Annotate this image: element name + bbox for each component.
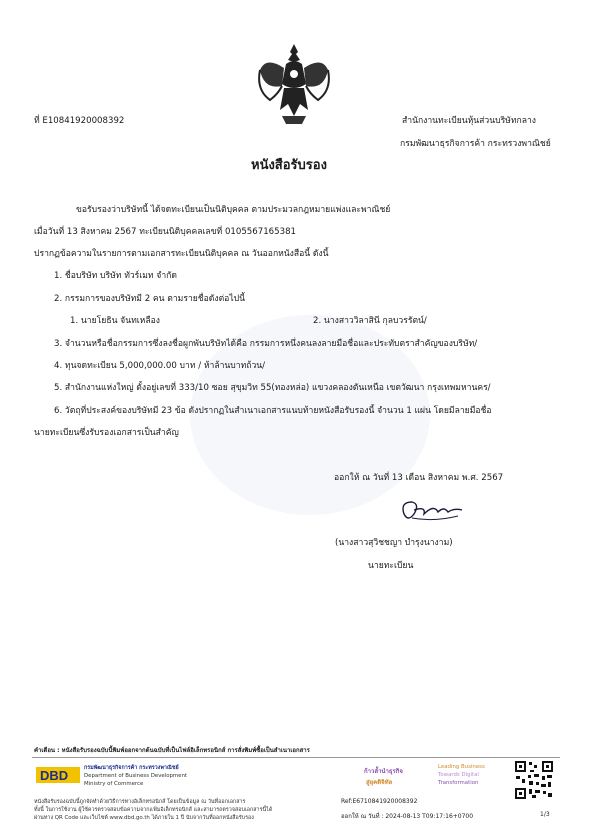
item-authorized-signatory: 3. จำนวนหรือชื่อกรรมการซึ่งลงชื่อผูกพันบริษัทได้คือ กรรมการหนึ่งคนลงลายมือชื่อและประทับตราสำคัญของบริษัท/ [54,339,478,349]
footer-warning: คำเตือน : หนังสือรับรองฉบับนี้พิมพ์ออกจากต้นฉบับที่เป็นไฟล์อิเล็กทรอนิกส์ การสั่งพิมพ์ซื้อเป็นสำเนาเอกสาร [34,747,310,754]
issue-date: ออกให้ ณ วันที่ 13 เดือน สิงหาคม พ.ศ. 2567 [334,473,504,483]
item-registered-capital: 4. ทุนจดทะเบียน 5,000,000.00 บาท / ห้าล้านบาทถ้วน/ [54,361,266,371]
department-name: กรมพัฒนาธุรกิจการค้า กระทรวงพาณิชย์ [400,139,551,149]
intro-line-2: เมื่อวันที่ 13 สิงหาคม 2567 ทะเบียนนิติบุคคลเลขที่ 0105567165381 [34,227,297,237]
item-objectives-cont: นายทะเบียนซึ่งรับรองเอกสารเป็นสำคัญ [34,428,179,438]
dbd-thai-name: กรมพัฒนาธุรกิจการค้า กระทรวงพาณิชย์ [84,765,179,771]
document-number: ที่ E10841920008392 [34,116,125,126]
dbd-logo [36,763,80,787]
slogan-en-1: Leading Business [438,764,485,770]
svg-text:DBD: DBD [40,768,69,783]
dbd-english-name: Department of Business Development [84,773,188,779]
footer-divider [32,757,560,758]
signer-title: นายทะเบียน [368,561,414,571]
director-2: 2. นางสาววิลาสินี กุลบวรรัตน์/ [313,316,427,326]
registrar-signature [394,496,474,526]
footer-note-2: ทั้งนี้ ในการใช้งาน ผู้ใช้ควรตรวจสอบข้อความจากแฟ้มอิเล็กทรอนิกส์ และสามารถตรวจสอบเอกสารนี้ได้ [34,807,273,813]
slogan-en-2: Towards Digital [438,772,479,778]
slogan-thai-2: สู่ยุคดิจิทัล [366,779,393,786]
slogan-en-3: Transformation [438,780,479,786]
item-head-office: 5. สำนักงานแห่งใหญ่ ตั้งอยู่เลขที่ 333/10 ซอย สุขุมวิท 55(ทองหล่อ) แขวงคลองตันเหนือ เขตวัฒนา กรุงเทพมหานคร/ [54,383,491,393]
reference-number: Ref:E6710841920008392 [341,798,418,805]
office-name: สำนักงานทะเบียนหุ้นส่วนบริษัทกลาง [402,116,537,126]
page-indicator: 1/3 [540,811,550,818]
slogan-thai-1: ก้าวล้ำนำธุรกิจ [364,768,403,775]
signer-name: (นางสาวสุวิชชญา บำรุงนางาม) [335,538,453,548]
verification-qr-code[interactable] [514,760,554,800]
footer-note-3: ผ่านทาง QR Code และเว็บไซต์ www.dbd.go.th ได้ภายใน 1 ปี นับจากวันที่ออกหนังสือรับรอง [34,815,254,821]
intro-line-3: ปรากฏข้อความในรายการตามเอกสารทะเบียนนิติบุคคล ณ วันออกหนังสือนี้ ดังนี้ [34,249,329,259]
page-title: หนังสือรับรอง [251,158,327,173]
footer-note-1: หนังสือรับรองฉบับนี้ถูกจัดทำด้วยวิธีการทางอิเล็กทรอนิกส์ โดยเป็นข้อมูล ณ วันที่ออกเอกสาร [34,799,246,805]
garuda-emblem [256,40,332,126]
ministry-english-name: Ministry of Commerce [84,781,144,787]
item-objectives: 6. วัตถุที่ประสงค์ของบริษัทมี 23 ข้อ ดังปรากฏในสำเนาเอกสารแนบท้ายหนังสือรับรองนี้ จำนวน 1 แผ่น โดยมีลายมือชื่อ [54,406,492,416]
intro-line-1: ขอรับรองว่าบริษัทนี้ ได้จดทะเบียนเป็นนิติบุคคล ตามประมวลกฎหมายแพ่งและพาณิชย์ [76,205,391,215]
director-1: 1. นายโยธิน จันทเหลือง [70,316,160,326]
issued-timestamp: ออกให้ ณ วันที่ : 2024-08-13 T09:17:16+0700 [341,813,474,820]
item-directors: 2. กรรมการของบริษัทมี 2 คน ตามรายชื่อดังต่อไปนี้ [54,294,245,304]
item-company-name: 1. ชื่อบริษัท บริษัท ทัวร์เมท จำกัด [54,271,177,281]
